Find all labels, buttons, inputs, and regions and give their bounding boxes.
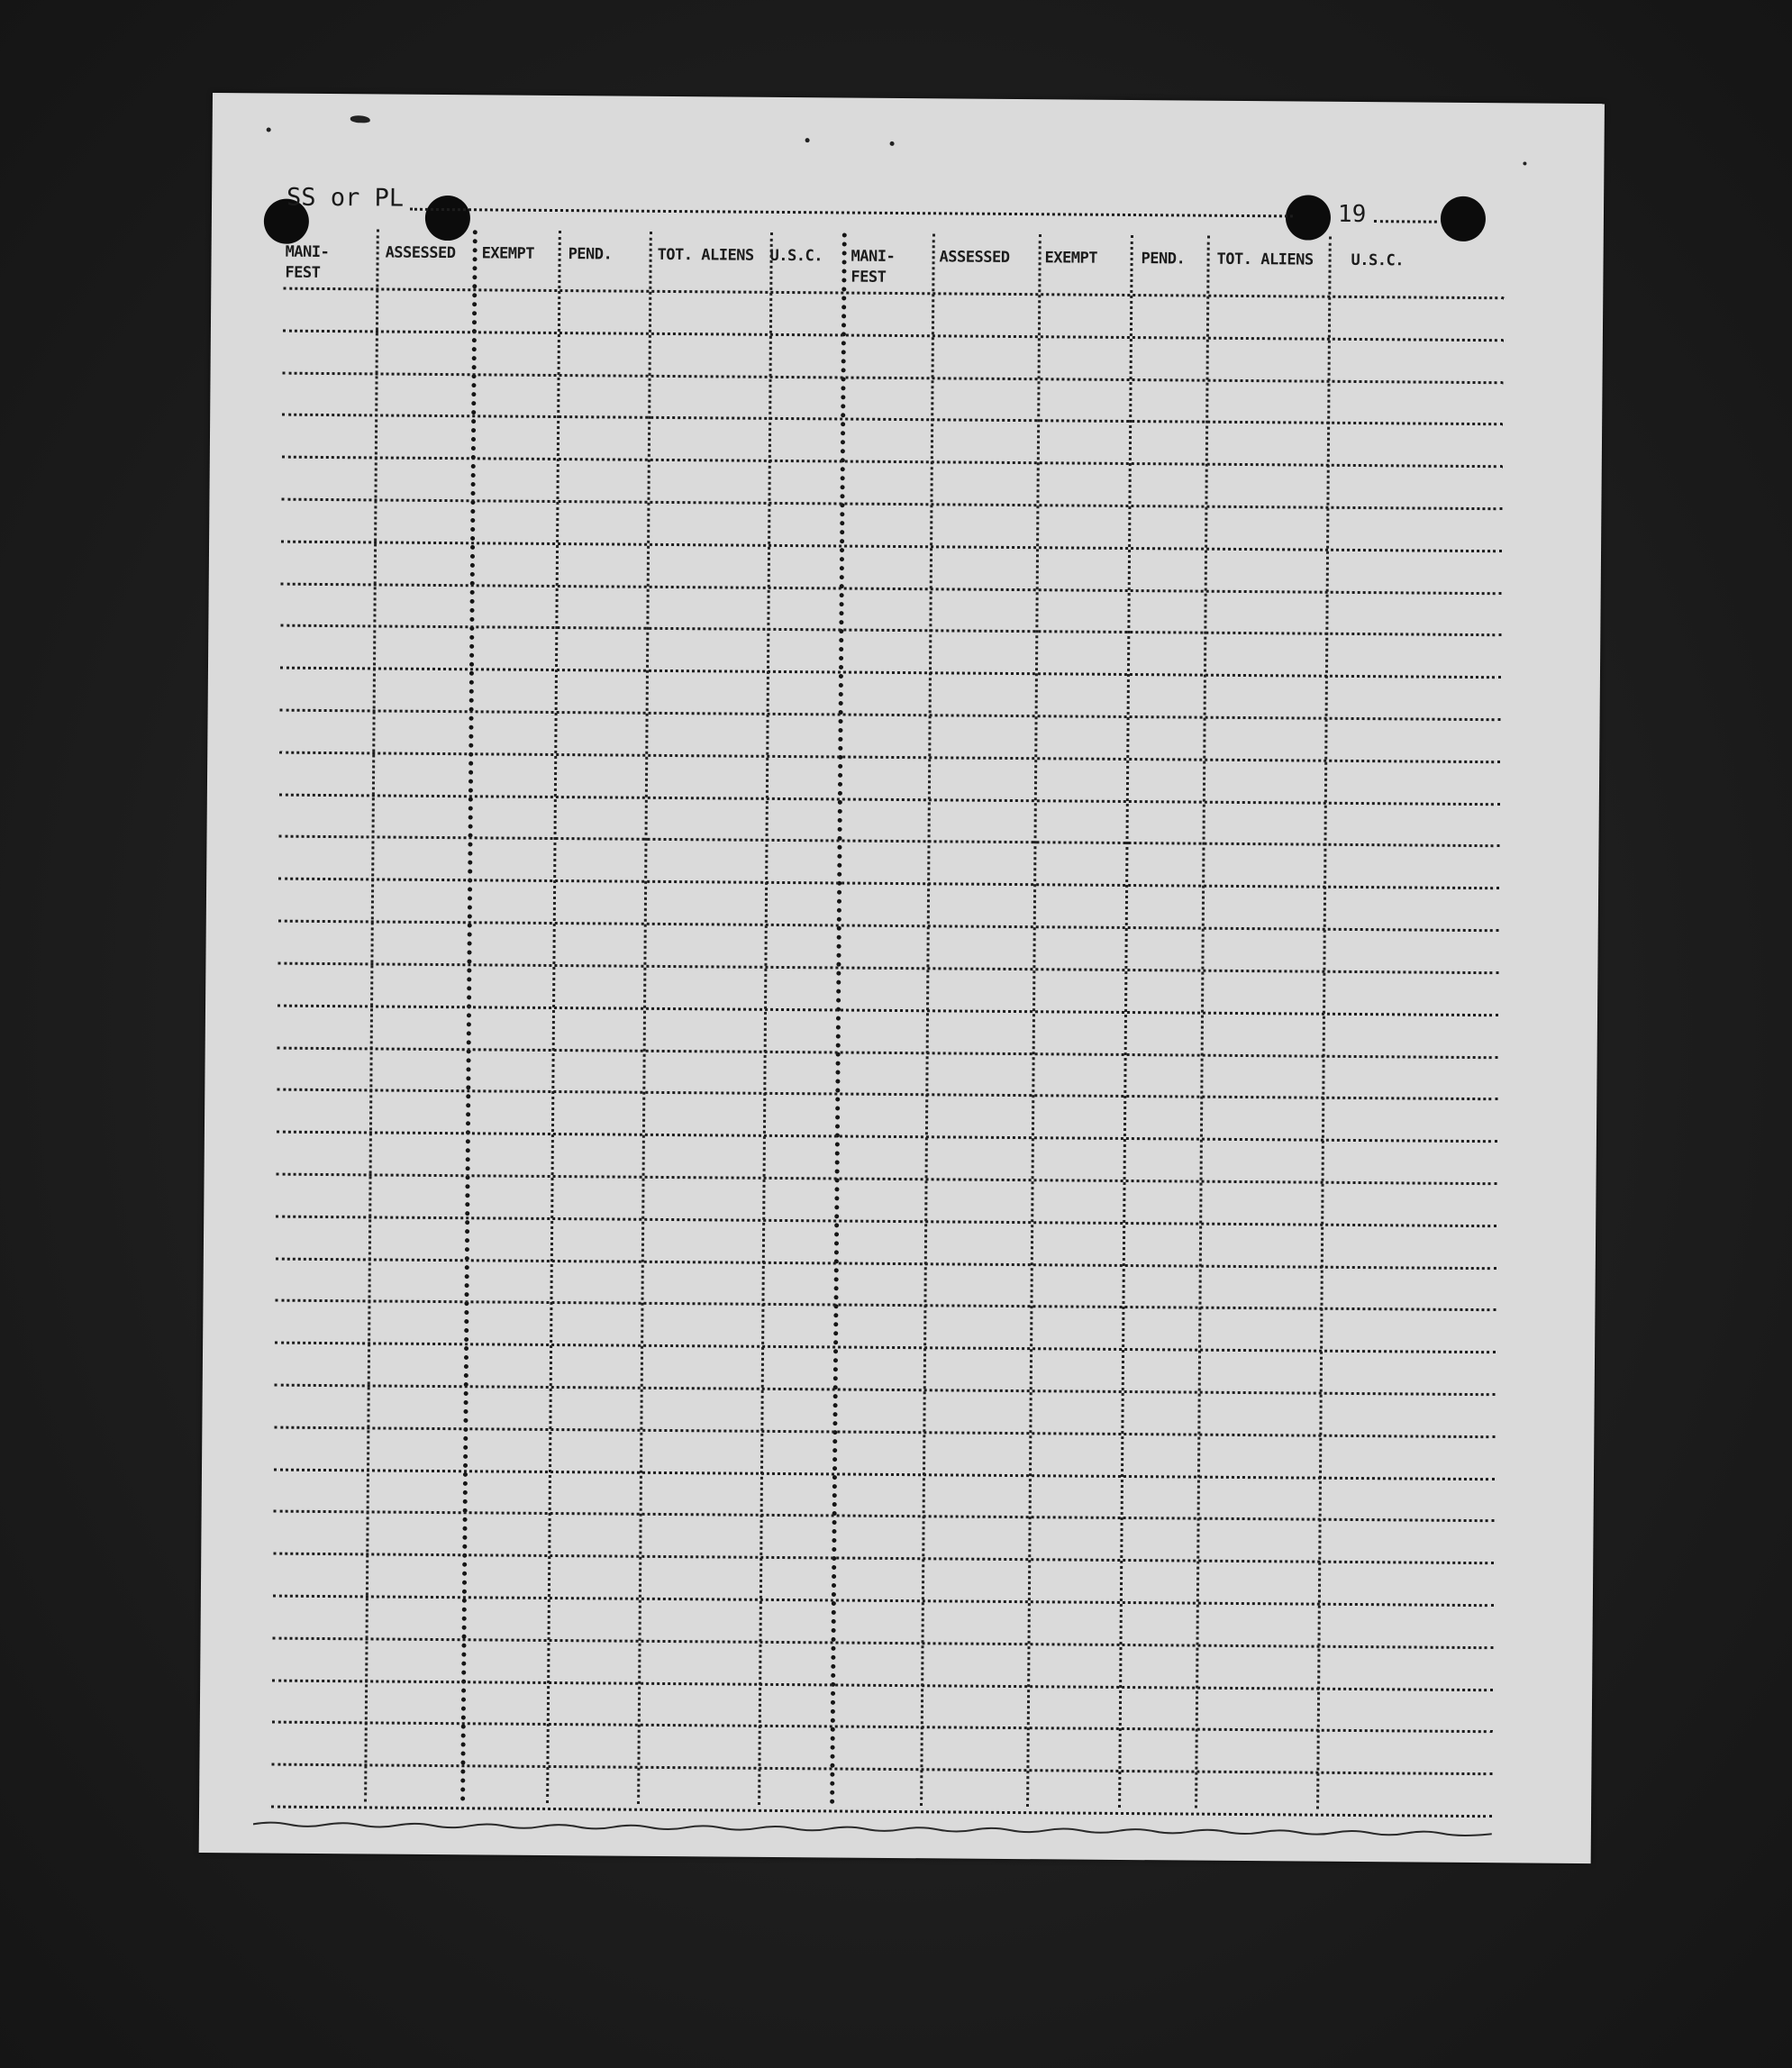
manifest-tally-sheet bbox=[199, 93, 1605, 1863]
column-header-tot-aliens-2: TOT. ALIENS bbox=[1216, 250, 1314, 269]
row-rule bbox=[277, 1005, 1498, 1017]
row-rule bbox=[277, 962, 1498, 975]
row-rule bbox=[278, 920, 1499, 933]
vessel-label: SS or PL bbox=[286, 183, 405, 213]
row-rule bbox=[277, 1131, 1497, 1143]
column-rule bbox=[1316, 237, 1332, 1809]
column-header-manifest-1: MANI- FEST bbox=[285, 242, 330, 282]
row-rule bbox=[275, 1384, 1496, 1397]
row-rule bbox=[282, 414, 1503, 426]
row-rule bbox=[274, 1469, 1495, 1481]
row-rule bbox=[283, 287, 1504, 300]
scan-speck bbox=[890, 141, 895, 146]
column-rule bbox=[1195, 236, 1210, 1808]
row-rule bbox=[280, 667, 1501, 679]
row-rule bbox=[276, 1258, 1496, 1271]
row-rule bbox=[282, 456, 1503, 469]
column-header-exempt-1: EXEMPT bbox=[481, 244, 535, 263]
scan-speck bbox=[805, 138, 810, 142]
column-rule bbox=[830, 232, 847, 1805]
column-header-manifest-2: MANI- FEST bbox=[851, 247, 896, 287]
row-rule bbox=[283, 372, 1504, 385]
column-rule bbox=[1118, 235, 1133, 1808]
scan-speck bbox=[1523, 161, 1526, 165]
column-rule bbox=[364, 229, 379, 1801]
punch-hole-4 bbox=[1441, 196, 1486, 241]
row-rule bbox=[277, 1047, 1498, 1060]
row-rule bbox=[279, 752, 1500, 764]
column-header-usc-1: U.S.C. bbox=[769, 246, 823, 266]
row-rule bbox=[273, 1595, 1494, 1608]
column-header-tot-aliens-1: TOT. ALIENS bbox=[657, 245, 754, 265]
year-line bbox=[1374, 220, 1437, 223]
row-rule bbox=[283, 330, 1504, 342]
row-rule bbox=[277, 1089, 1497, 1101]
row-rule bbox=[281, 583, 1502, 596]
torn-bottom-edge bbox=[253, 1818, 1492, 1837]
row-rule bbox=[281, 498, 1502, 511]
row-rule bbox=[275, 1299, 1496, 1312]
row-rule bbox=[280, 709, 1501, 722]
column-rule bbox=[546, 231, 561, 1803]
row-rule bbox=[271, 1763, 1492, 1776]
row-rule bbox=[279, 794, 1500, 806]
column-header-assessed-2: ASSESSED bbox=[939, 248, 1010, 267]
row-rule bbox=[271, 1806, 1492, 1818]
row-rule bbox=[273, 1637, 1494, 1650]
row-rule bbox=[277, 1173, 1497, 1186]
vessel-name-line bbox=[410, 208, 1293, 218]
row-rule bbox=[278, 878, 1499, 890]
column-header-exempt-2: EXEMPT bbox=[1044, 249, 1098, 268]
scan-speck bbox=[350, 115, 370, 123]
column-rule bbox=[1026, 234, 1042, 1807]
row-rule bbox=[272, 1680, 1493, 1692]
scan-speck bbox=[267, 127, 271, 132]
row-rule bbox=[272, 1721, 1493, 1734]
column-header-pend-2: PEND. bbox=[1141, 250, 1186, 269]
row-rule bbox=[276, 1216, 1496, 1228]
row-rule bbox=[273, 1553, 1494, 1565]
punch-hole-3 bbox=[1286, 195, 1331, 240]
row-rule bbox=[274, 1510, 1495, 1523]
column-header-assessed-1: ASSESSED bbox=[385, 243, 456, 263]
column-rule bbox=[460, 230, 478, 1802]
row-rule bbox=[275, 1342, 1496, 1354]
column-header-usc-2: U.S.C. bbox=[1351, 251, 1405, 270]
row-rule bbox=[279, 835, 1500, 848]
column-rule bbox=[637, 232, 652, 1804]
row-rule bbox=[280, 624, 1501, 637]
row-rule bbox=[281, 541, 1502, 553]
punch-hole-2 bbox=[425, 196, 470, 241]
column-header-pend-1: PEND. bbox=[568, 245, 613, 264]
column-rule bbox=[758, 232, 773, 1805]
year-label: 19 bbox=[1337, 200, 1367, 229]
column-rule bbox=[920, 233, 935, 1806]
row-rule bbox=[274, 1426, 1495, 1439]
